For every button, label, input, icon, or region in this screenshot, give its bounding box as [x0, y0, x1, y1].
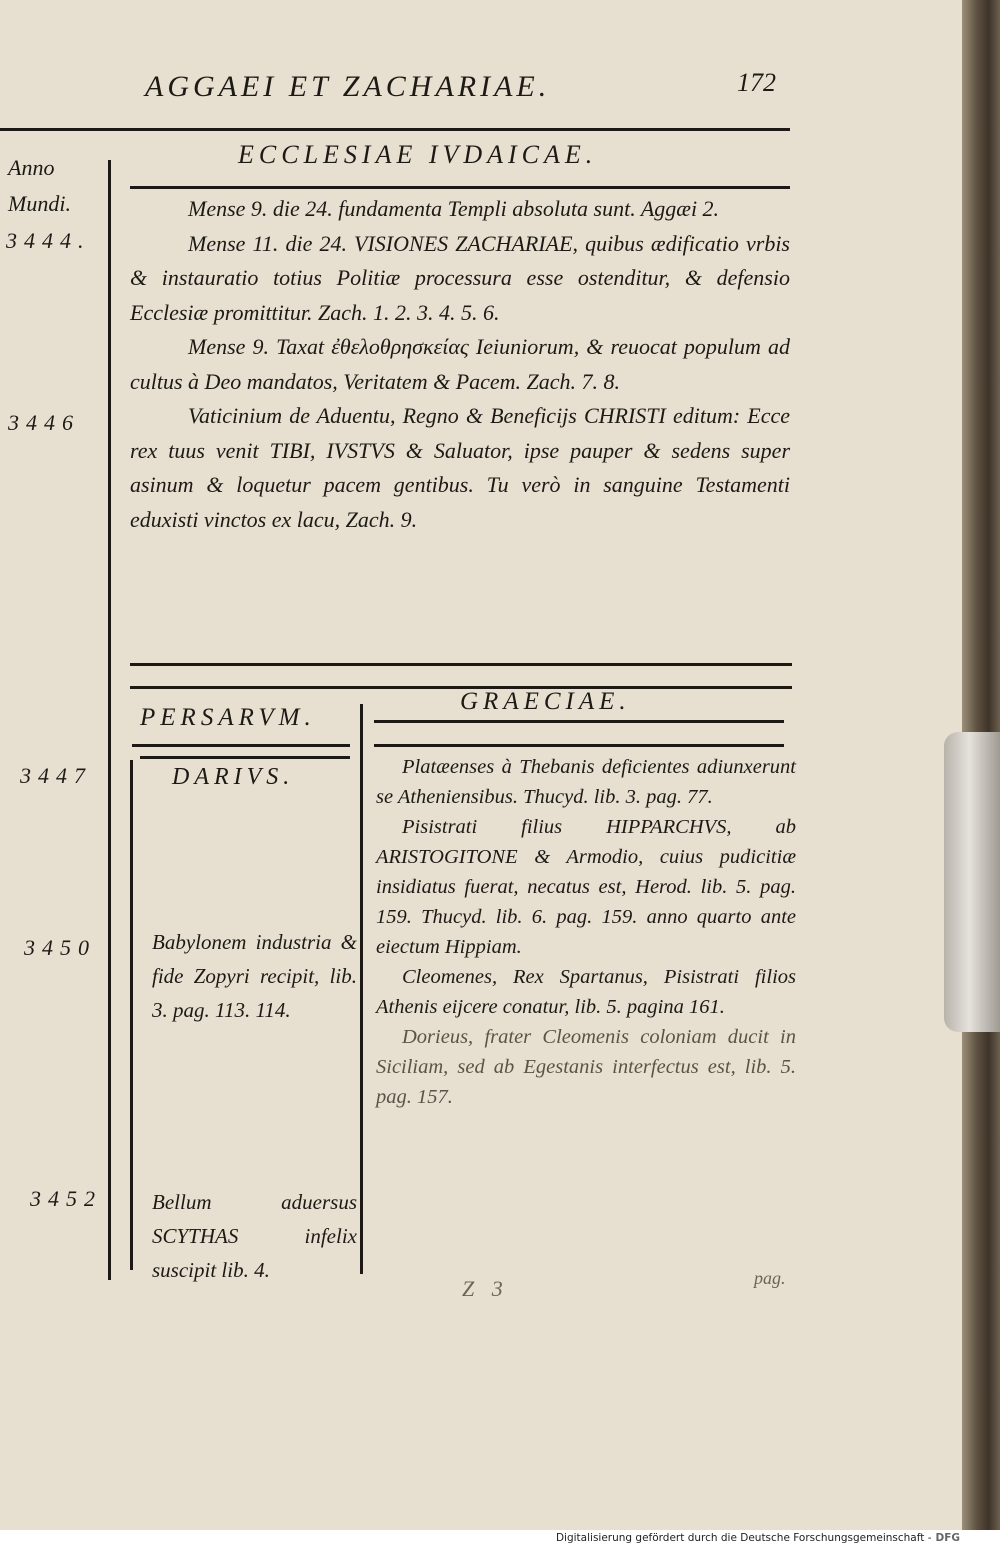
persarum-entry: Bellum aduersus SCYTHAS infelix suscipit lib. 4. — [152, 1190, 357, 1282]
year-marker: 3452 — [30, 1186, 102, 1211]
graeciae-rule — [374, 744, 784, 747]
persarum-entry: Babylonem industria & fide Zopyri recipit, lib. 3. pag. 113. 114. — [152, 930, 357, 1022]
king-name: DARIVS. — [172, 764, 295, 790]
page-number: 172 — [737, 68, 776, 97]
footer-credit — [556, 1530, 960, 1546]
judaicae-paragraph: Mense 9. Taxat ἐθελοθρησκείας Ieiuniorum, & reuocat populum ad cultus à Deo mandatos, Veritatem & Pacem. Zach. 7. 8. — [130, 334, 790, 394]
judaicae-paragraph: Mense 9. die 24. fundamenta Templi absoluta sunt. Aggæi 2. — [188, 196, 720, 221]
footer-credit-text: Digitalisierung gefördert durch die Deutsche Forschungsgemeinschaft - — [555, 1532, 932, 1544]
section-heading-persarum: PERSARVM. — [140, 704, 316, 731]
metal-clasp — [944, 732, 1000, 1032]
column-divider — [360, 704, 363, 1274]
section-rule — [130, 186, 790, 189]
graeciae-entry: Dorieus, frater Cleomenis coloniam ducit in Siciliam, sed ab Egestanis interfectus est, lib. 5. pag. 157. — [376, 1026, 796, 1108]
year-column-rule — [108, 160, 111, 1280]
graeciae-entry: Pisistrati filius HIPPARCHVS, ab ARISTOGITONE & Armodio, cuius pudicitiæ insidiatus fuerat, necatus est, Herod. lib. 5. pag. 159. Thucyd. lib. 6. pag. 159. anno quarto ante eiectum Hippiam. — [376, 816, 796, 958]
year-marker: 3446 — [8, 410, 80, 435]
graeciae-entry: Platæenses à Thebanis deficientes adiunxerunt se Atheniensibus. Thucyd. lib. 3. pag. 77. — [376, 756, 796, 808]
graeciae-entry: Cleomenes, Rex Spartanus, Pisistrati filios Athenis eijcere conatur, lib. 5. pagina 161. — [376, 966, 796, 1018]
judaicae-paragraph: Vaticinium de Aduentu, Regno & Beneficijs CHRISTI editum: Ecce rex tuus venit TIBI, IVSTVS & Saluator, ipse pauper & sedens super asinum & loquetur pacem gentibus. Tu verò in sanguine Testamenti eduxisti vinctos ex lacu, Zach. 9. — [130, 403, 790, 532]
year-marker: 3444. — [6, 228, 91, 253]
persarum-rule — [132, 744, 350, 747]
graeciae-subrule — [374, 720, 784, 723]
section-heading-judaicae: ECCLESIAE IVDAICAE. — [238, 140, 598, 169]
graeciae-text — [376, 752, 796, 1112]
persarum-subrule — [140, 756, 350, 759]
catchword: pag. — [754, 1268, 786, 1288]
signature-mark: Z 3 — [462, 1276, 509, 1301]
running-title: AGGAEI ET ZACHARIAE. — [145, 70, 551, 103]
year-marker: 3447 — [20, 763, 92, 788]
anno-mundi-label — [8, 150, 103, 222]
persarum-left-rule — [130, 760, 133, 1270]
dfg-logo: DFG — [935, 1532, 960, 1544]
section-divider-rule — [130, 663, 792, 666]
header-rule — [0, 128, 790, 131]
section-heading-graeciae: GRAECIAE. — [460, 688, 631, 715]
judaicae-text — [130, 192, 790, 537]
year-marker: 3450 — [24, 935, 96, 960]
anno-label-line2: Mundi. — [8, 191, 71, 216]
anno-label-line1: Anno — [8, 155, 55, 180]
judaicae-paragraph: Mense 11. die 24. VISIONES ZACHARIAE, quibus ædificatio vrbis & instauratio totius Politiæ processura esse ostenditur, & defensio Ecclesiæ promittitur. Zach. 1. 2. 3. 4. 5. 6. — [130, 230, 790, 325]
